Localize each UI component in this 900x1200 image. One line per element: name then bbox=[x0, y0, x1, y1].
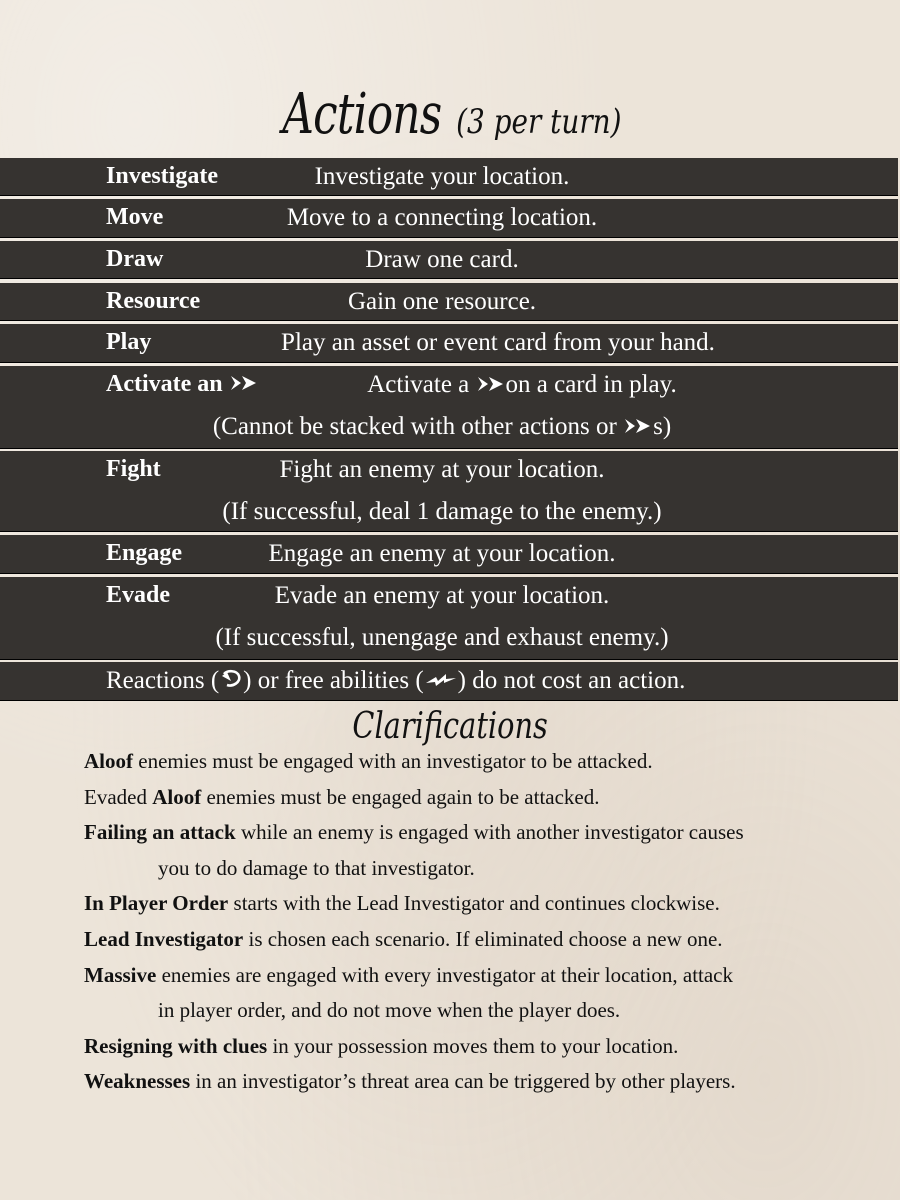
action-name: Draw bbox=[106, 246, 164, 272]
clarification-text: enemies must be engaged with an investigator to be attacked. bbox=[133, 749, 653, 773]
action-desc-end: on a card in play. bbox=[505, 371, 677, 398]
title-main: Actions bbox=[282, 82, 442, 147]
action-row-resource bbox=[0, 283, 898, 321]
clarifications-list bbox=[84, 744, 864, 1100]
action-name: Evade bbox=[106, 582, 171, 608]
clarification-text: is chosen each scenario. If eliminated choose a new one. bbox=[243, 926, 723, 951]
action-note: (Cannot be stacked with other actions or bbox=[212, 413, 617, 440]
clarification-item bbox=[84, 815, 864, 851]
clarification-item bbox=[84, 1064, 864, 1100]
action-desc: Investigate your location. bbox=[314, 163, 570, 190]
action-row-play bbox=[0, 324, 898, 363]
action-desc: Play an asset or event card from your hand. bbox=[281, 329, 715, 356]
clarification-item bbox=[84, 744, 864, 780]
clarification-text: enemies are engaged with every investigator at their location, attack bbox=[156, 962, 734, 987]
clarification-text: while an enemy is engaged with another investigator causes bbox=[235, 820, 744, 845]
double-arrow-icon bbox=[476, 372, 506, 400]
action-row-activate bbox=[0, 366, 898, 449]
clarification-text: starts with the Lead Investigator and continues clockwise. bbox=[228, 891, 720, 916]
clarification-term: Aloof bbox=[152, 784, 202, 809]
reactions-part1: Reactions ( bbox=[106, 667, 220, 694]
action-desc: Engage an enemy at your location. bbox=[268, 540, 616, 567]
action-name: Fight bbox=[106, 456, 161, 482]
clarification-item bbox=[84, 780, 864, 816]
clarification-text: enemies must be engaged again to be attacked. bbox=[201, 784, 600, 809]
action-note: (If successful, unengage and exhaust enemy.) bbox=[215, 624, 669, 651]
clarification-item bbox=[84, 1029, 864, 1065]
action-row-draw bbox=[0, 241, 898, 279]
action-desc: Draw one card. bbox=[365, 246, 519, 273]
reactions-text bbox=[106, 667, 685, 697]
action-name: Engage bbox=[106, 540, 183, 566]
clarification-item bbox=[84, 958, 864, 994]
clarification-item bbox=[84, 922, 864, 958]
action-note-end: s) bbox=[653, 413, 672, 440]
action-note-activate bbox=[0, 413, 884, 442]
clarification-term: Aloof bbox=[84, 749, 133, 773]
action-name: Resource bbox=[106, 288, 201, 314]
double-arrow-icon bbox=[623, 414, 653, 442]
free-ability-icon bbox=[424, 668, 458, 696]
clarification-continuation: in player order, and do not move when the player does. bbox=[158, 998, 621, 1023]
clarification-term: Massive bbox=[84, 962, 157, 987]
clarification-term: Failing an attack bbox=[84, 820, 236, 845]
action-row-investigate bbox=[0, 158, 898, 196]
action-desc: Move to a connecting location. bbox=[286, 204, 598, 231]
clarification-text: in an investigator’s threat area can be triggered by other players. bbox=[190, 1069, 736, 1094]
action-name: Activate an bbox=[106, 371, 223, 397]
action-row-engage bbox=[0, 535, 898, 574]
action-row-move bbox=[0, 199, 898, 238]
clarification-term: In Player Order bbox=[84, 891, 229, 916]
clarification-item bbox=[84, 886, 864, 922]
action-row-fight bbox=[0, 451, 898, 532]
action-name: Move bbox=[106, 204, 164, 230]
action-name: Investigate bbox=[106, 163, 218, 189]
clarifications-title: Clarifications bbox=[352, 706, 548, 747]
reactions-part3: ) do not cost an action. bbox=[457, 667, 686, 694]
clarification-continuation: you to do damage to that investigator. bbox=[158, 855, 475, 880]
page-title bbox=[0, 82, 900, 147]
clarification-term: Weaknesses bbox=[84, 1069, 191, 1094]
reaction-icon bbox=[219, 668, 243, 697]
action-desc: Fight an enemy at your location. bbox=[279, 456, 605, 483]
clarification-pre: Evaded bbox=[84, 784, 153, 809]
action-desc-activate bbox=[80, 371, 900, 400]
clarification-text: in your possession moves them to your location. bbox=[267, 1033, 679, 1058]
title-sub: (3 per turn) bbox=[456, 102, 622, 142]
clarification-term: Lead Investigator bbox=[84, 926, 244, 951]
action-desc: Evade an enemy at your location. bbox=[274, 582, 610, 609]
action-note: (If successful, deal 1 damage to the enemy.) bbox=[222, 498, 662, 525]
action-name: Play bbox=[106, 329, 152, 355]
clarification-term: Resigning with clues bbox=[84, 1033, 268, 1058]
action-desc: Gain one resource. bbox=[347, 288, 537, 315]
action-desc: Activate a bbox=[367, 371, 470, 398]
action-row-reactions bbox=[0, 662, 898, 701]
reactions-part2: ) or free abilities ( bbox=[243, 667, 424, 694]
action-row-evade bbox=[0, 577, 898, 660]
